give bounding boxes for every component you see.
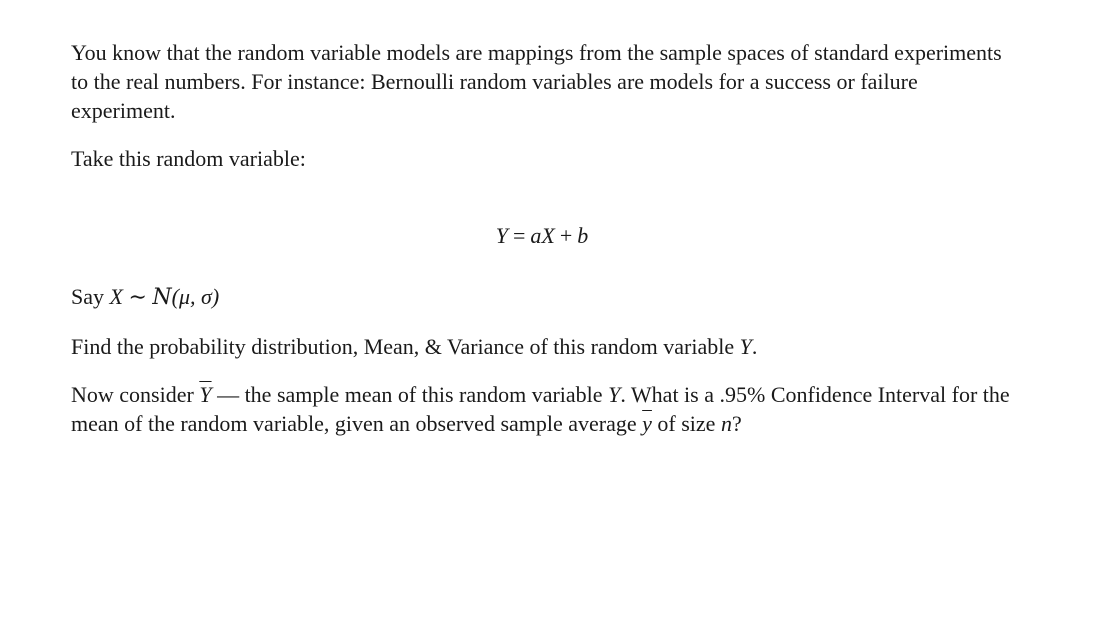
eq-b: b	[577, 223, 589, 248]
sample-mean-ybar: $\overline{Y}$	[199, 382, 212, 407]
eq-a: a	[530, 223, 542, 248]
confidence-interval-paragraph	[71, 380, 1021, 438]
consider-t5: ?	[731, 411, 742, 436]
consider-y: Y	[608, 382, 621, 407]
consider-t2: — the sample mean of this random variable	[211, 382, 609, 407]
display-equation	[63, 221, 1021, 250]
normal-args: (μ, σ)	[171, 284, 220, 309]
normal-symbol: N	[152, 285, 172, 310]
say-x: X	[109, 284, 123, 309]
consider-t3: . What is a .95% Confidence Interval for the mean of the random variable, given an observed sample average	[71, 382, 1010, 436]
sample-size-n: n	[720, 411, 732, 436]
eq-equals: =	[512, 223, 526, 248]
say-prefix: Say	[71, 284, 110, 309]
document-body	[71, 38, 1021, 438]
take-variable-paragraph: Take this random variable:	[71, 146, 306, 171]
find-text: Find the probability distribution, Mean, & Variance of this random variable	[71, 334, 740, 359]
observed-average-ybar: $\overline{y}$	[642, 411, 652, 436]
say-sim: ∼	[122, 284, 153, 309]
intro-paragraph: You know that the random variable models are mappings from the sample spaces of standard experiments to the real numbers. For instance: Bernoulli random variables are models for a success or failure experiment.	[71, 40, 1002, 123]
eq-lhs-y: Y	[495, 223, 508, 248]
find-y: Y	[739, 334, 752, 359]
eq-x: X	[541, 223, 555, 248]
consider-t4: of size	[651, 411, 721, 436]
consider-t1: Now consider	[71, 382, 200, 407]
say-distribution-line	[71, 282, 1021, 312]
eq-plus: +	[559, 223, 573, 248]
find-paragraph	[71, 332, 1021, 361]
find-end: .	[751, 334, 758, 359]
